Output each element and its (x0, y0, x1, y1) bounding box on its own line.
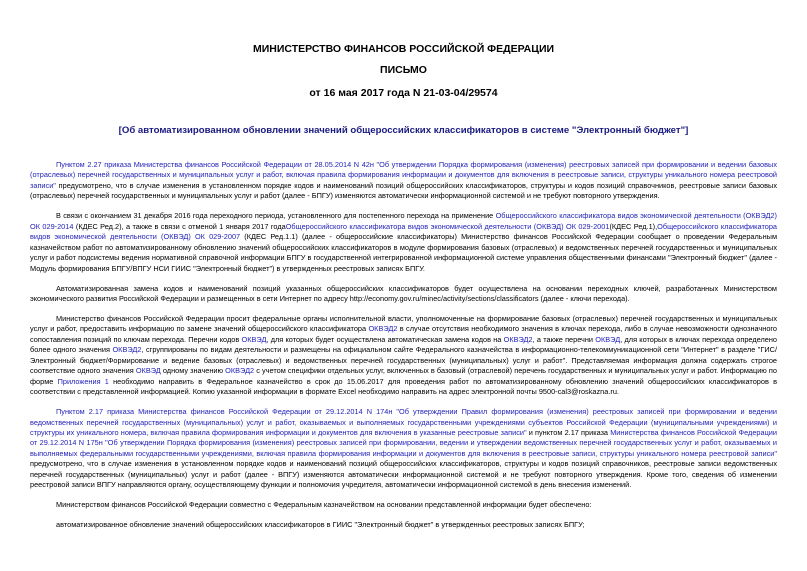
link-okved2-b[interactable]: ОКВЭД2 (503, 334, 533, 344)
paragraph-4-text-i: необходимо направить в Федеральное казначейство в срок до 15.06.2017 для проведения работ по автоматизированному обновлению значений общероссийских классификаторов в соответствии с представленной информацией. Копию указанной информации в формате Excel необходимо направить на адрес электронной почты 9500-cal3@roskazna.ru. (30, 376, 777, 397)
ministry-name: МИНИСТЕРСТВО ФИНАНСОВ РОССИЙСКОЙ ФЕДЕРАЦИИ (252, 43, 555, 55)
paragraph-7 (30, 520, 777, 530)
paragraph-5-text-b: предусмотрено, что в случае изменения в установленном порядке кодов и наименований позиций общероссийских классификаторов, структуры и кодов позиций справочников, реестровые записи ведомственных перечней государственных (муниципальных) услуг и работ (далее - ВПГУ) изменяются автоматически информационной системой и не требуют повторного утверждения. Кроме того, сведения об изменении реестровой записи ВПГУ направляются органу, осуществляющему функции и полномочия учредителя, автоматически информационной системой в день внесения изменений. (30, 459, 777, 490)
paragraph-4-text-e: , для которых в ключах перехода определено более одного значения (30, 334, 777, 355)
paragraph-4-text-g: одному значению (160, 366, 226, 376)
paragraph-3 (30, 284, 777, 305)
paragraph-1 (30, 160, 777, 202)
document-body (30, 160, 777, 531)
link-okved-2001[interactable]: Общероссийского классификатора видов экономической деятельности (ОКВЭД) ОК 029-2001 (285, 221, 610, 231)
paragraph-2-text-a: В связи с окончанием 31 декабря 2016 года переходного периода, установленного для постепенного перехода на применение (56, 211, 496, 221)
link-okved2-c[interactable]: ОКВЭД2 (112, 345, 142, 355)
paragraph-3-text: Автоматизированная замена кодов и наименований позиций указанных общероссийских классификаторов будет осуществлена на основании переходных ключей, разработанных Министерством экономического развития Российской Федерации и размещенных в сети Интернет по адресу http://economy.gov.ru/minec/activity/sections/classificators (далее - ключи перехода). (30, 283, 777, 303)
paragraph-2 (30, 211, 777, 274)
link-okved2-a[interactable]: ОКВЭД2 (368, 324, 398, 334)
paragraph-4 (30, 314, 777, 398)
paragraph-2-text-d: (КДЕС Ред.1.1) (далее - общероссийские классификаторы) Министерство финансов Российской Федерации сообщает о проведении Федеральным казначейством работ по автоматизированному обновлению значений общероссийских классификаторов в модуле формирования базовых (отраслевых) и ведомственных перечней государственных и муниципальных услуг и работ подсистемы ведения нормативной справочной информации БПГУ в государственной интегрированной информационной системе управления общественными финансами "Электронный бюджет" (далее - Модуль формирования БПГУ/ВПГУ НСИ ГИИС "Электронный бюджет") в утвержденных реестровых записях БПГУ. (30, 232, 777, 273)
paragraph-5-text-a: и пунктом 2.17 приказа (526, 427, 611, 437)
link-okved2-d[interactable]: ОКВЭД2 (225, 366, 255, 376)
link-okved-b[interactable]: ОКВЭД (595, 334, 621, 344)
paragraph-6-text: Министерством финансов Российской Федерации совместно с Федеральным казначейством на основании представленной информации будет обеспечено: (56, 500, 592, 510)
link-order-175n[interactable]: Министерства финансов Российской Федерации от 29.12.2014 N 175н "Об утверждении Порядка формирования (изменения) реестровых записей при формировании, ведении и утверждении ведомственных перечней государственных услуг и работ, оказываемых и выполняемых федеральными государственными учреждениями, включая правила формирования информации и документов для включения в реестровые записи, структуры уникального номера реестровой записи" (30, 427, 777, 458)
link-appendix-1[interactable]: Приложения 1 (57, 376, 109, 386)
paragraph-7-text: автоматизированное обновление значений общероссийских классификаторов в ГИИС "Электронный бюджет" в утвержденных реестровых записях БПГУ; (56, 520, 585, 530)
link-okved2[interactable]: Общероссийского классификатора видов экономической деятельности (ОКВЭД2) ОК 029-2014 (30, 211, 777, 231)
paragraph-4-text-f: , сгруппированы по видам деятельности и размещены на официальном сайте Федерального казначейства в информационно-телекоммуникационной сети "Интернет" в разделе "ГИС/Электронный бюджет/Формирование и ведение базовых (отраслевых) и ведомственных перечней государственных (муниципальных) услуг и работ". Представляемая информация должна содержать строгое соответствие одного значения (30, 345, 777, 376)
document-type: ПИСЬМО (380, 64, 427, 76)
paragraph-2-text-b: (КДЕС Ред.2), а также в связи с отменой 1 января 2017 года (73, 221, 286, 231)
link-order-174n[interactable]: Пунктом 2.17 приказа Министерства финансов Российской Федерации от 29.12.2014 N 174н "Об утверждении Правил формирования (изменения) реестровых записей при формировании и ведении ведомственных перечней государственных (муниципальных) услуг и работ, оказываемых и выполняемых государственными учреждениями субъектов Российской Федерации (муниципальными учреждениями) и структуры их уникального номера, включая правила формирования информации и документов для включения в указанные реестровые записи" (30, 407, 777, 437)
document-date-number: от 16 мая 2017 года N 21-03-04/29574 (309, 87, 498, 99)
paragraph-5 (30, 407, 777, 491)
link-okved-2007[interactable]: Общероссийского классификатора видов экономической деятельности (ОКВЭД) ОК 029-2007 (30, 221, 777, 242)
paragraph-4-text-d: , а также перечни (532, 334, 596, 344)
document-subject: [Об автоматизированном обновлении значений общероссийских классификаторов в системе "Электронный бюджет"] (118, 125, 689, 136)
paragraph-4-text-c: , для которых будет осуществлена автоматическая замена кодов на (266, 334, 504, 344)
paragraph-4-text-a: Министерство финансов Российской Федерации просит федеральные органы исполнительной власти, уполномоченные на формирование базовых (отраслевых) перечней государственных и муниципальных услуг и работ, предоставить информацию по замене значений общероссийского классификатора (30, 313, 777, 334)
paragraph-4-text-b: в случае отсутствия необходимого значения в ключах перехода, либо в случае невозможности однозначного сопоставления позиций по ключам перехода. Перечни кодов (30, 324, 778, 344)
link-order-42n[interactable]: Пунктом 2.27 приказа Министерства финансов Российской Федерации от 28.05.2014 N 42н "Об утверждении Порядка формирования (изменения) реестровых записей при формировании и ведении базовых (отраслевых) перечней государственных и муниципальных услуг и работ, включая правила формирования информации и документов для включения в реестровые записи, структуры уникального номера реестровой записи" (30, 160, 777, 190)
link-okved-a[interactable]: ОКВЭД (241, 334, 267, 344)
paragraph-4-text-h: с учетом специфики отдельных услуг, включенных в базовый (отраслевой) перечень государственных и муниципальных услуг и работ. Информацию по форме (30, 366, 777, 386)
paragraph-6 (30, 500, 777, 510)
paragraph-1-text: предусмотрено, что в случае изменения в установленном порядке кодов и наименований позиций общероссийских классификаторов, структуры и кодов позиций справочников, реестровые записи базовых (отраслевых) перечней государственных и муниципальных услуг и работ (далее - БПГУ) изменяются автоматически информационной системой и не требуют повторного утверждения. (30, 180, 777, 201)
link-okved-c[interactable]: ОКВЭД (135, 366, 161, 376)
paragraph-2-text-c: (КДЕС Ред.1), (609, 221, 658, 231)
